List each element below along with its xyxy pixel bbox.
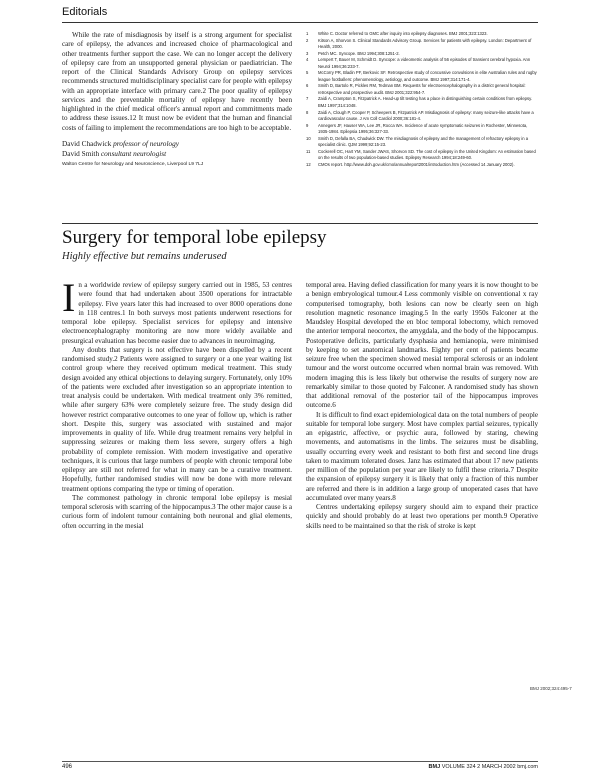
page-number: 496 bbox=[62, 764, 73, 770]
reference-text: Petch MC. Syncope. BMJ 1994;308:1251-2. bbox=[318, 50, 400, 56]
reference-item bbox=[306, 136, 538, 149]
reference-item bbox=[306, 123, 538, 136]
article-divider bbox=[62, 223, 538, 224]
header-divider bbox=[62, 22, 538, 23]
citation-note: BMJ 2002;324:495-7 bbox=[530, 686, 572, 691]
article-title: Surgery for temporal lobe epilepsy bbox=[62, 227, 327, 248]
reference-text: Smith D, Bartolo R, Pickles RM, Tedman BM. Requests for electroencephalography in a district general hospital: retrospective and prospective audit. BMJ 2001;322:954-7. bbox=[318, 83, 526, 95]
author-role: consultant neurologist bbox=[100, 148, 167, 158]
reference-number: 3 bbox=[306, 50, 309, 56]
editorial-continuation bbox=[62, 31, 292, 168]
reference-number: 11 bbox=[306, 148, 311, 154]
reference-item bbox=[306, 96, 538, 109]
article-column-right bbox=[306, 281, 538, 531]
reference-item bbox=[306, 110, 538, 123]
reference-text: CMOs report. http://www.doh.gov.uk/cmo/annualreport2001/introduction.htm (Accessed 14 January 2002). bbox=[318, 161, 515, 167]
reference-text: Lempert T, Bauer M, Schmidt D. Syncope: a videometric analysis of 56 episodes of transient cerebral hypoxia. Ann Neurol 1994;36:233-7. bbox=[318, 57, 531, 69]
article-paragraph-text: n a worldwide review of epilepsy surgery carried out in 1985, 53 centres were found that had undertaken about 3500 operations for intractable epilepsy. Five years later this had increased to over 8000 operations done in 118 centres.1 In both surveys most patients underwent resections for temporal lobe epilepsy. Specialist services for epilepsy and intensive electroencephalography monitoring are now more widely available and presurgical evaluation has become easier due to advances in neuroimaging. bbox=[62, 281, 292, 345]
reference-text: Kitson A, Shorvon S. Clinical Standards Advisory Group. Services for patients with epilepsy. London: Department of Health, 2000. bbox=[318, 37, 532, 50]
footer-divider bbox=[62, 761, 538, 762]
reference-text: Cockerell OC, Hart YM, Sander JWAS, Shorvon SD. The cost of epilepsy in the United Kingdom: An estimation based on the results of two population-based studies. Epilepsy Research 1994;18:249-60. bbox=[318, 148, 536, 161]
reference-number: 4 bbox=[306, 57, 309, 63]
reference-item bbox=[306, 57, 538, 70]
editorial-paragraph: While the rate of misdiagnosis by itself is a strong argument for specialist care of epilepsy, the advances and increased choice of pharmacological and other treatments further support the case. We can no longer accept the delivery of epilepsy care from an unsupported general physician or paediatrician. The report of the Clinical Standards Advisory Group on epilepsy services recommends structured multidisciplinary specialist care for people with epilepsy with an appropriate interface with primary care.2 The poor quality of epilepsy services and the preventable mortality of epilepsy have recently been highlighted in the chief medical officer's annual report and commitments made to address these issues.12 It must now be evident that the human and financial costs of failing to implement the recommendations are too high to be acceptable. bbox=[62, 31, 292, 132]
author-name: David Smith bbox=[62, 148, 100, 158]
article-paragraph: temporal area. Having defied classification for many years it is now thought to be a benign embryological tumour.4 Less commonly visible on conventional x ray computerised tomography, both lesions can now be clearly seen on high resolution magnetic resonance imaging.5 In the early 1950s Falconer at the Maudsley Hospital developed the en bloc temporal lobectomy, which removed the anterior temporal neocortex, the amygdala, and the body of the hippocampus. Postoperative deficits, particularly dysphasia and hemianopia, were minimised by keeping to set anatomical landmarks. Eighty per cent of patients became seizure free when the specimen showed mesial temporal sclerosis or an indolent tumour and the worst outcome occurred when normal brain was removed. With modern imaging this is less likely but otherwise the results of surgery now are remarkably similar to those quoted by Falconer. A randomised study has shown that additional removal of the posterior tail of the hippocampus improves outcome.6 bbox=[306, 281, 538, 410]
reference-number: 7 bbox=[306, 96, 309, 102]
article-subtitle: Highly effective but remains underused bbox=[62, 251, 227, 262]
reference-number: 2 bbox=[306, 37, 309, 43]
article-paragraph: Any doubts that surgery is not effective have been dispelled by a recent randomised study.2 Patients were assigned to surgery or a one year waiting list control group where they received optimum medical treatment. This study design avoided any ethical objections to delaying surgery. Fortunately, only 10% of the patients were excluded after investigation so an appropriate intention to treat analysis could be undertaken. With medical treatment only 3% remitted, while after surgery 63% were completely seizure free. The study design did however restrict comparative outcomes to one year of follow up, which is rather short. Despite this, surgery was associated with sustained and major improvements in quality of life. While drug treatment remains very helpful in suppressing seizures or making them less severe, surgery offers a high probability of complete remission. With modern investigative and operative techniques, it is curious that large numbers of people with chronic temporal lobe epilepsy are still not referred for what in many can be a curative treatment. Hopefully, further randomised studies will now be done with more relevant treatment options comparing the type or timing of operation. bbox=[62, 345, 292, 493]
reference-number: 9 bbox=[306, 122, 309, 128]
reference-number: 6 bbox=[306, 83, 309, 89]
section-label: Editorials bbox=[62, 6, 108, 18]
reference-text: Zaidi A, Clough P, Cooper P, Scheepers B, Fitzpatrick AP. Misdiagnosis of epilepsy: many seizure-like attacks have a cardiovascular cause. J Am Coll Cardiol 2000;36:181-4. bbox=[318, 109, 534, 122]
article-paragraph bbox=[62, 275, 292, 346]
reference-item bbox=[306, 70, 538, 83]
reference-number: 1 bbox=[306, 31, 309, 36]
author-signature bbox=[62, 139, 292, 149]
drop-cap: I bbox=[62, 275, 76, 320]
reference-item bbox=[306, 162, 538, 169]
author-affiliation: Walton Centre for Neurology and Neuroscience, Liverpool L9 7LJ bbox=[62, 161, 204, 167]
article-paragraph: The commonest pathology in chronic temporal lobe epilepsy is mesial temporal sclerosis with scarring of the hippocampus.3 The other major cause is a curious form of indolent tumour containing both neuronal and glial elements, often occurring in the mesial bbox=[62, 493, 292, 530]
author-signature bbox=[62, 149, 292, 159]
article-paragraph: It is difficult to find exact epidemiological data on the total numbers of people suitable for temporal lobe surgery. Most have complex partial seizures, typically an epigastric, affective, or psychic aura, followed by staring, chewing movements, and automatisms in the limbs. The seizures must be disabling, usually occurring every week and resistant to both first and second line drugs taken to maximum tolerated doses. Janz has estimated that about 17 new patients per million of the population per year are likely to fulfil these criteria.7 Despite the expansion of epilepsy surgery it is likely that only a fraction of this number are referred and there is in addition a large group of unoperated cases that have accumulated over many years.8 bbox=[306, 410, 538, 502]
reference-item bbox=[306, 149, 538, 162]
reference-number: 8 bbox=[306, 109, 309, 115]
author-role: professor of neurology bbox=[113, 138, 180, 148]
reference-number: 5 bbox=[306, 70, 309, 76]
journal-issue: VOLUME 324 2 MARCH 2002 bmj.com bbox=[440, 764, 538, 770]
article-paragraph: Centres undertaking epilepsy surgery should aim to expand their practice quickly and should probably do at least two operations per month.9 Operative skills need to be maintained so that the risk of stroke is kept bbox=[306, 503, 538, 530]
journal-info bbox=[340, 764, 538, 770]
reference-list bbox=[306, 31, 538, 168]
author-name: David Chadwick bbox=[62, 138, 112, 148]
reference-item bbox=[306, 83, 538, 96]
reference-text: Zaidi A, Crampton S, Fitzpatrick A. Head-up tilt testing has a place in distinguishing certain conditions from epilepsy. BMJ 1997;314:1048. bbox=[318, 96, 533, 109]
reference-number: 12 bbox=[306, 161, 311, 167]
reference-item bbox=[306, 38, 538, 51]
article-column-left bbox=[62, 275, 292, 531]
reference-text: White C. Doctor referred to GMC after inquiry into epilepsy diagnoses. BMJ 2001;323:1323. bbox=[318, 31, 488, 36]
reference-text: Smith D, Defalla BA, Chadwick DW. The misdiagnosis of epilepsy and the management of refractory epilepsy in a specialist clinic. QJM 1999;92:15-23. bbox=[318, 135, 529, 148]
journal-name: BMJ bbox=[428, 764, 441, 770]
reference-number: 10 bbox=[306, 135, 311, 141]
reference-text: McCorry PR, Bladin PF, Berkovic SF. Retrospective study of concussive convulsions in elite Australian rules and rugby league footballers: phenomenology, aetiology, and outcome. BMJ 1997;314:171-4. bbox=[318, 70, 537, 82]
reference-text: Annegers JF, Hauser WA, Lee JR, Rocca WA. Incidence of acute symptomatic seizures in Rochester, Minnesota, 1935-1984. Epilepsia 1995;36:327-33. bbox=[318, 122, 528, 135]
